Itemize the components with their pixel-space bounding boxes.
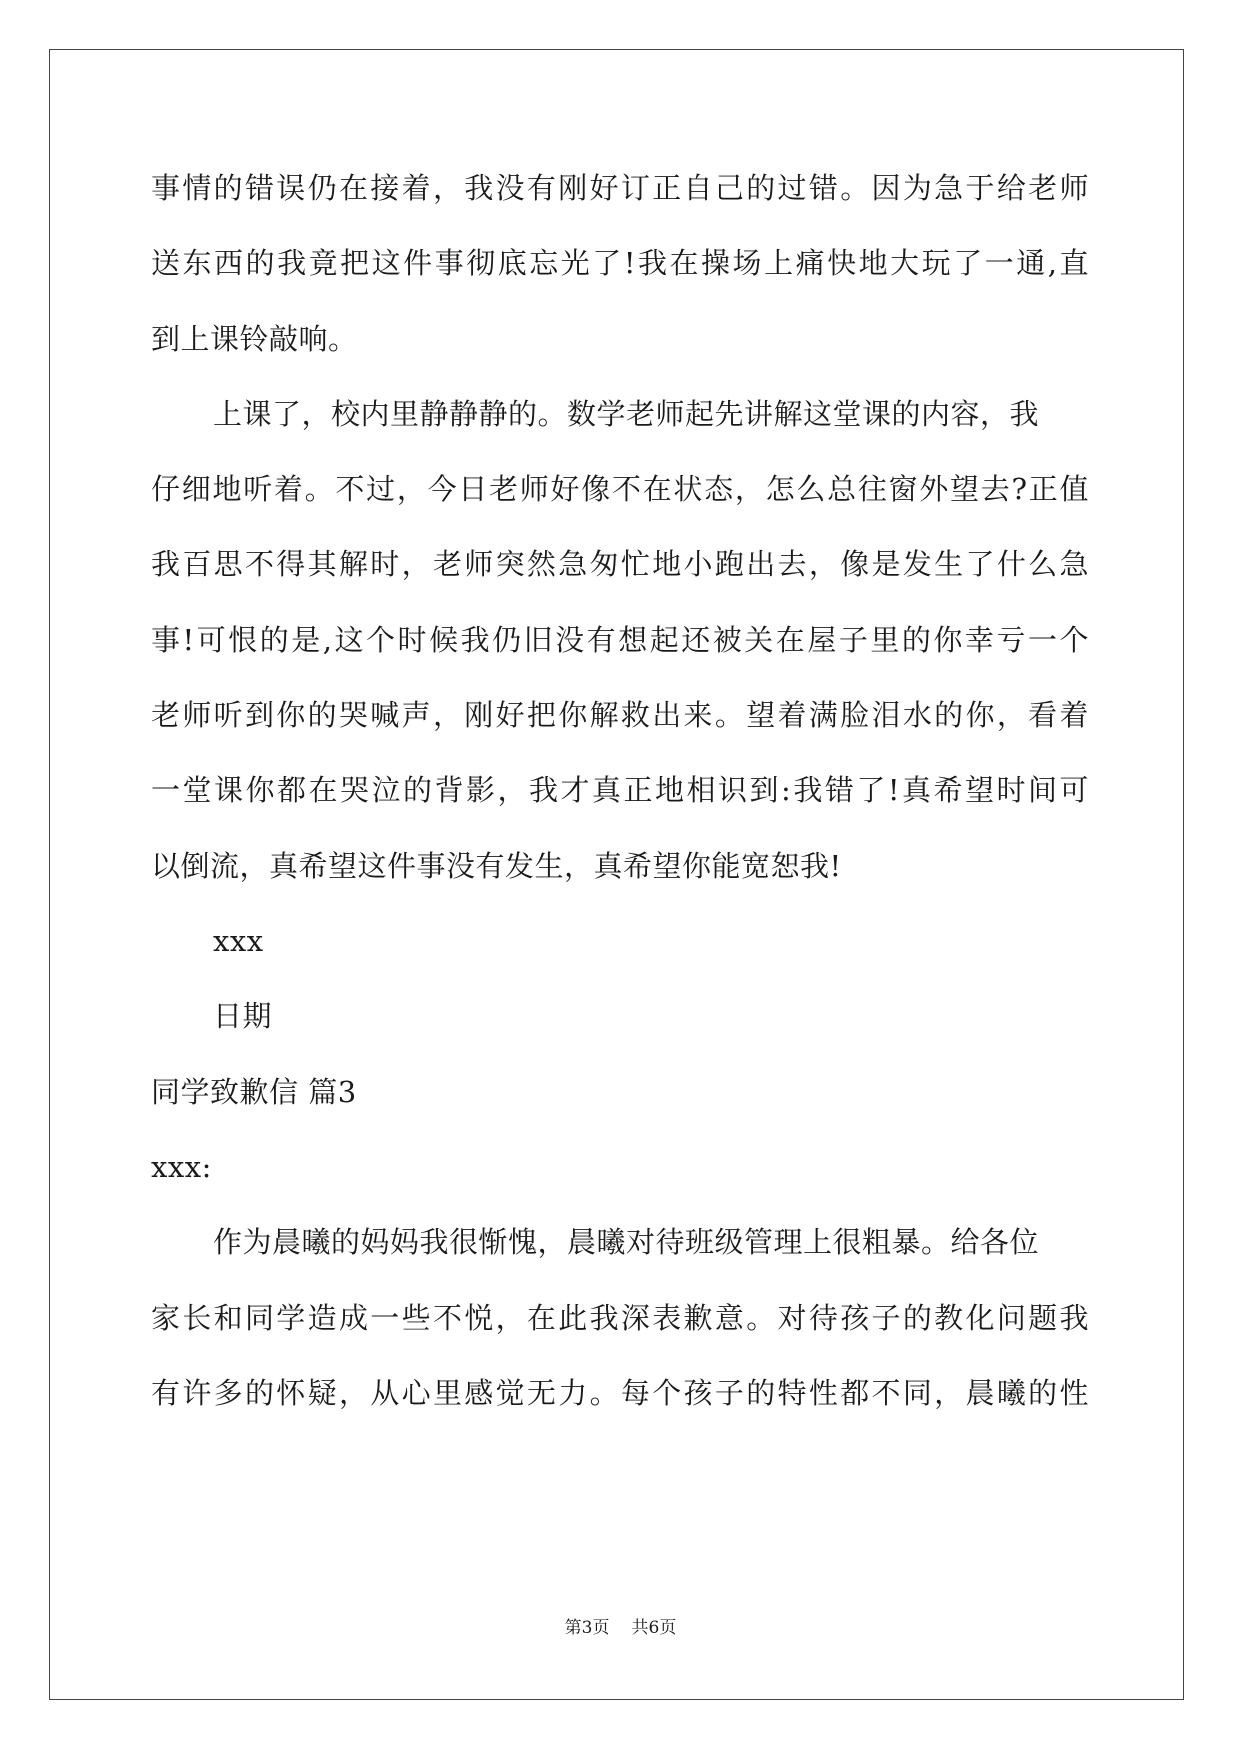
body-line: 事情的错误仍在接着，我没有刚好订正自己的过错。因为急于给老师 <box>151 171 1089 205</box>
body-line: 有许多的怀疑，从心里感觉无力。每个孩子的特性都不同，晨曦的性 <box>151 1376 1089 1410</box>
body-line: 家长和同学造成一些不悦，在此我深表歉意。对待孩子的教化问题我 <box>151 1301 1089 1335</box>
body-line: 一堂课你都在哭泣的背影，我才真正地相识到:我错了!真希望时间可 <box>151 773 1089 807</box>
section-heading: 同学致歉信 篇3 <box>151 1075 357 1109</box>
paragraph-first-line: 作为晨曦的妈妈我很惭愧，晨曦对待班级管理上很粗暴。给各位 <box>213 1225 1040 1259</box>
body-line: 仔细地听着。不过，今日老师好像不在状态，怎么总往窗外望去?正值 <box>151 472 1089 506</box>
body-line: 送东西的我竟把这件事彻底忘光了!我在操场上痛快地大玩了一通,直 <box>151 246 1089 280</box>
body-line: 老师听到你的哭喊声，刚好把你解救出来。望着满脸泪水的你，看着 <box>151 698 1089 732</box>
body-line: 我百思不得其解时，老师突然急匆忙地小跑出去，像是发生了什么急 <box>151 547 1089 581</box>
page-total: 共6页 <box>631 1618 677 1638</box>
body-line: 事!可恨的是,这个时候我仍旧没有想起还被关在屋子里的你幸亏一个 <box>151 623 1089 657</box>
page-footer <box>0 1617 1241 1639</box>
signature-name: xxx <box>213 924 264 958</box>
salutation: xxx: <box>151 1150 212 1184</box>
page-number: 第3页 <box>564 1618 610 1638</box>
paragraph-first-line: 上课了，校内里静静静的。数学老师起先讲解这堂课的内容，我 <box>213 397 1040 431</box>
signature-date: 日期 <box>213 999 273 1033</box>
body-line: 到上课铃敲响。 <box>151 322 358 356</box>
body-line: 以倒流，真希望这件事没有发生，真希望你能宽恕我! <box>151 849 842 883</box>
